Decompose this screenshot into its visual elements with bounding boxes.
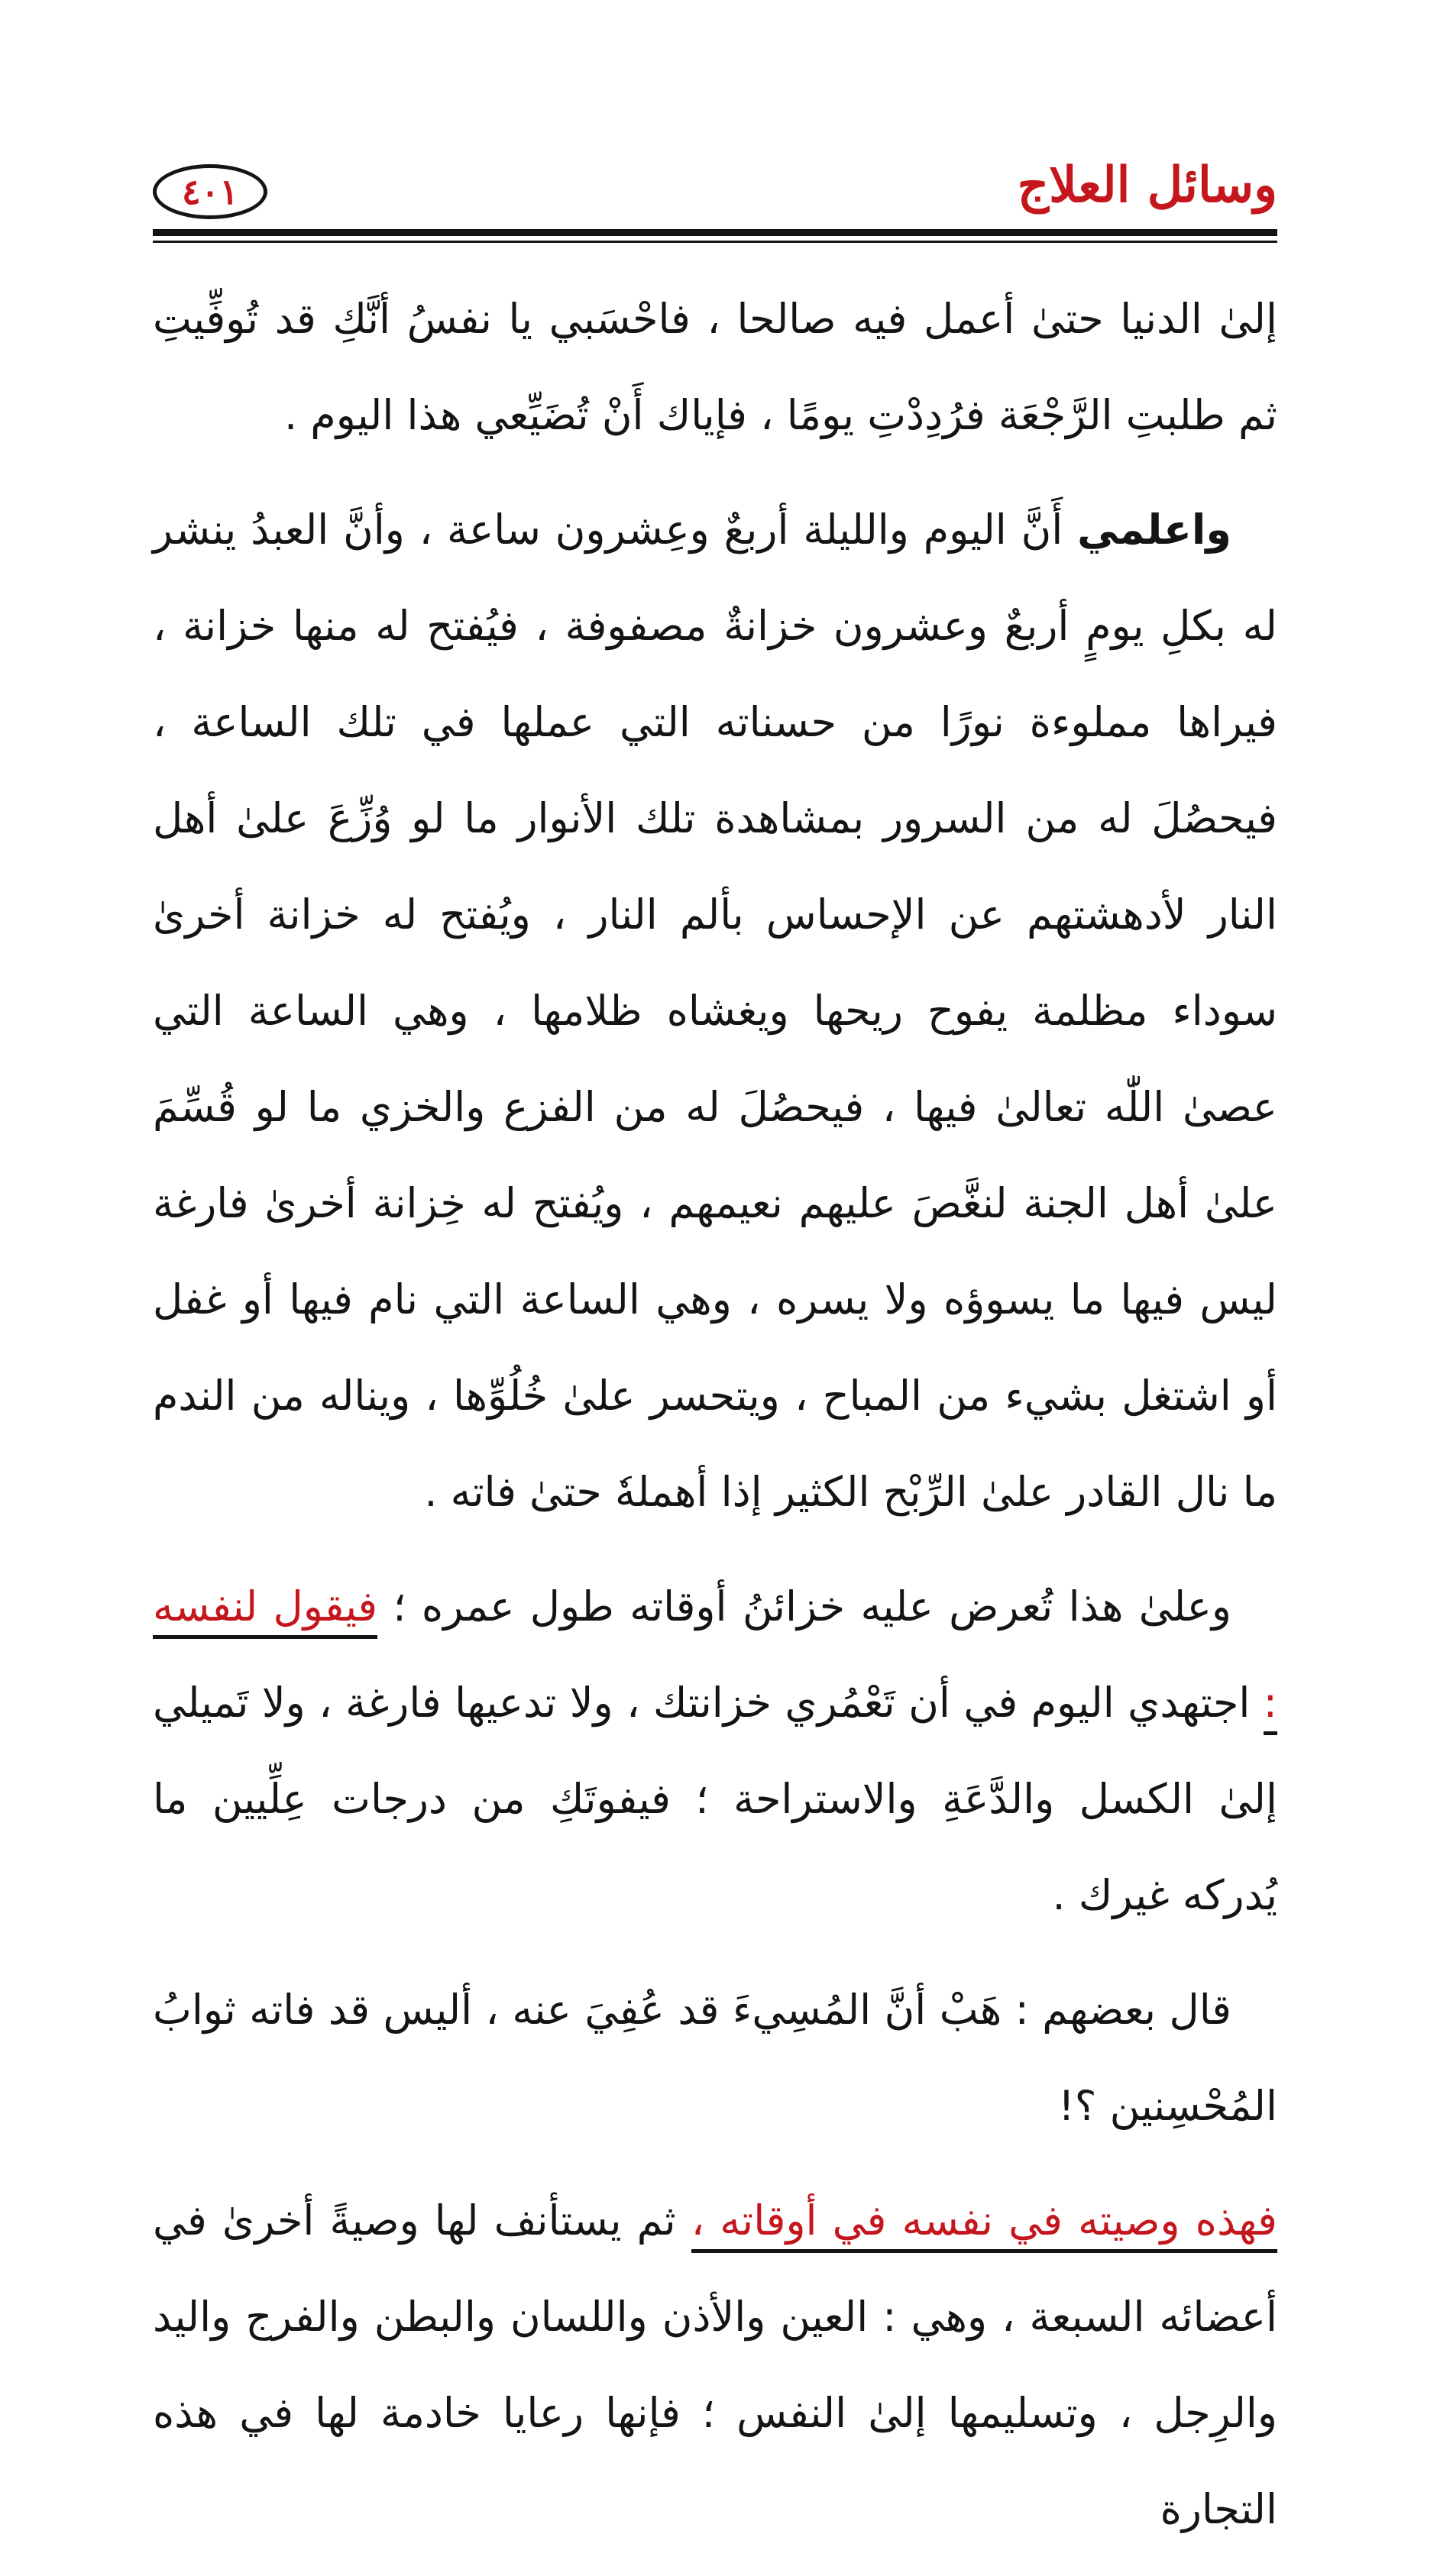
header-rule-thin [153, 241, 1277, 243]
paragraph-3-lead: وعلىٰ هذا تُعرض عليه خزائنُ أوقاته طول عمره ؛ [377, 1582, 1231, 1631]
paragraph-3-highlight: فيقول لنفسه : [153, 1582, 1277, 1735]
paragraph-1-text: إلىٰ الدنيا حتىٰ أعمل فيه صالحا ، فاحْسَبي يا نفسُ أنَّكِ قد تُوفِّيتِ ثم طلبتِ الرَّجْعَة فرُدِدْتِ يومًا ، فإياك أَنْ تُضَيِّعي هذا اليوم . [153, 295, 1277, 439]
paragraph-4-text: قال بعضهم : هَبْ أنَّ المُسِيءَ قد عُفِيَ عنه ، أليس قد فاته ثوابُ المُحْسِنين ؟! [153, 1986, 1277, 2130]
chapter-title: وسائل العلاج [1017, 157, 1277, 214]
paragraph-3 [153, 1559, 1277, 1944]
paragraph-2-lead: واعلمي [1077, 506, 1231, 554]
paragraph-2 [153, 482, 1277, 1540]
paragraph-5-text: ثم يستأنف لها وصيةً أخرىٰ في أعضائه السبعة ، وهي : العين والأذن واللسان والبطن والفرج واليد والرِجل ، وتسليمها إلىٰ النفس ؛ فإنها رعايا خادمة لها في هذه التجارة [153, 2196, 1277, 2533]
body-text [153, 271, 1277, 2576]
paragraph-5-highlight: فهذه وصيته في نفسه في أوقاته ، [691, 2196, 1277, 2253]
page-number [153, 164, 267, 219]
paragraph-3-text: اجتهدي اليوم في أن تَعْمُري خزانتك ، ولا تدعيها فارغة ، ولا تَميلي إلىٰ الكسل والدَّعَةِ والاستراحة ؛ فيفوتَكِ من درجات عِلِّيين ما يُدركه غيرك . [153, 1679, 1277, 1919]
header-rule-thick [153, 229, 1277, 236]
paragraph-4 [153, 1962, 1277, 2154]
paragraph-5 [153, 2173, 1277, 2558]
paragraph-2-text: أَنَّ اليوم والليلة أربعٌ وعِشرون ساعة ، وأنَّ العبدُ ينشر له بكلِ يومٍ أربعٌ وعشرون خزانةٌ مصفوفة ، فيُفتح له منها خزانة ، فيراها مملوءة نورًا من حسناته التي عملها في تلك الساعة ، فيحصُلَ له من السرور بمشاهدة تلك الأنوار ما لو وُزِّعَ علىٰ أهل النار لأدهشتهم عن الإحساس بألم النار ، ويُفتح له خزانة أخرىٰ سوداء مظلمة يفوح ريحها ويغشاه ظلامها ، وهي الساعة التي عصىٰ اللّٰه تعالىٰ فيها ، فيحصُلَ له من الفزع والخزي ما لو قُسِّمَ علىٰ أهل الجنة لنغَّصَ عليهم نعيمهم ، ويُفتح له خِزانة أخرىٰ فارغة ليس فيها ما يسوؤه ولا يسره ، وهي الساعة التي نام فيها أو غفل أو اشتغل بشيء من المباح ، ويتحسر علىٰ خُلُوِّها ، ويناله من الندم ما نال القادر علىٰ الرِّبْح الكثير إذا أهملهٗ حتىٰ فاته . [153, 506, 1277, 1516]
page-number-text: ٤٠١ [181, 171, 239, 212]
paragraph-1 [153, 271, 1277, 464]
